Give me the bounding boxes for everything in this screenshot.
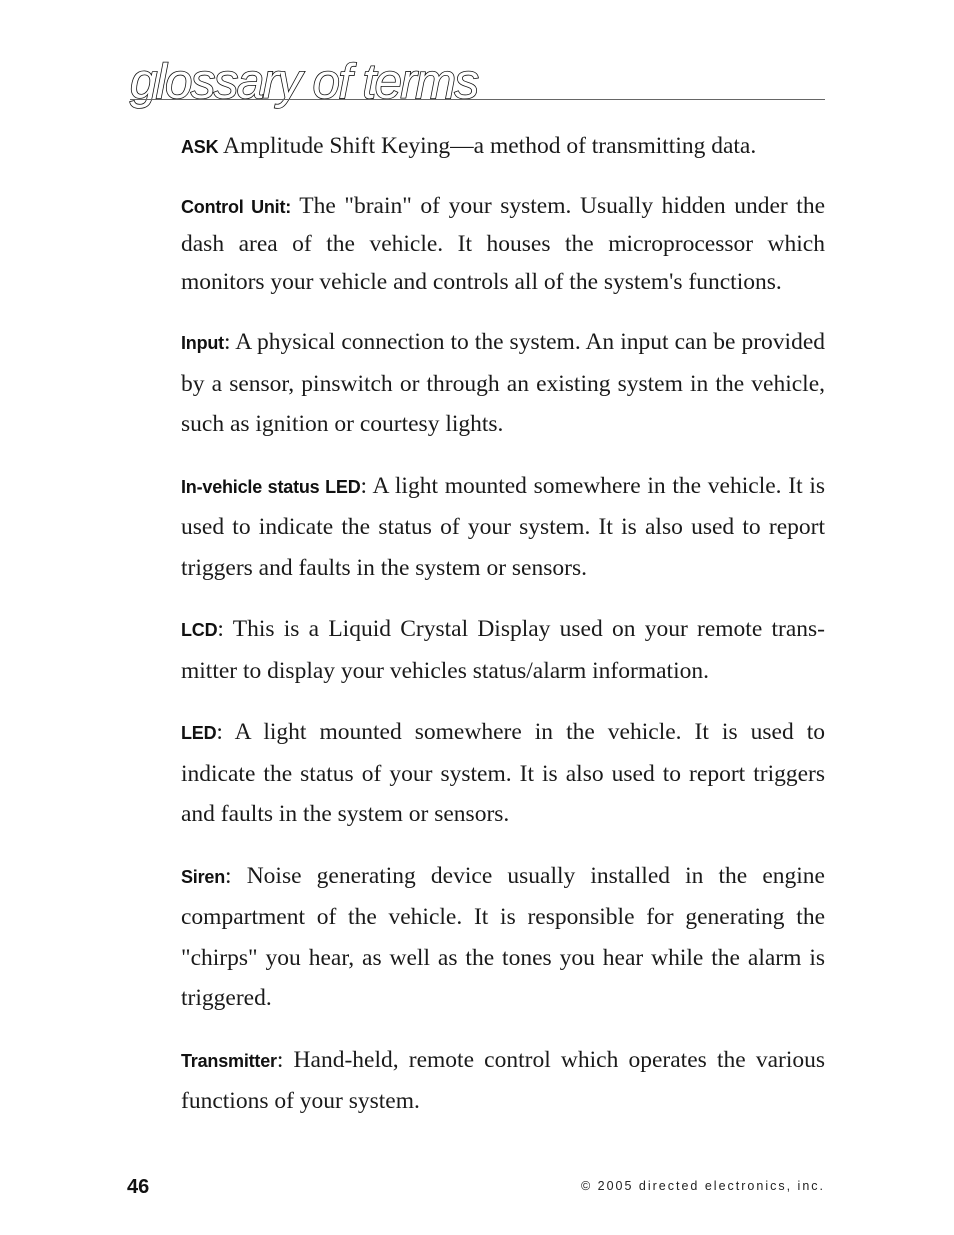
page-title: glossary of terms bbox=[130, 55, 478, 109]
glossary-term: Control Unit: bbox=[181, 196, 292, 217]
term-separator: : bbox=[223, 329, 236, 355]
glossary-definition: The "brain" of your system. Usually hidden under the dash area of the vehicle. It houses the microprocessor which monitors your vehicle and controls all of the system's functions. bbox=[181, 192, 826, 295]
title-rule bbox=[130, 99, 825, 100]
glossary-list bbox=[181, 128, 825, 1122]
term-separator: : bbox=[360, 472, 373, 499]
term-separator: : bbox=[276, 1046, 294, 1073]
glossary-term: LED bbox=[181, 723, 217, 743]
glossary-term: LCD bbox=[181, 620, 218, 640]
glossary-entry-transmitter bbox=[181, 1040, 825, 1122]
glossary-definition: Hand-held, remote control which operates the various functions of your system. bbox=[181, 1046, 826, 1114]
glossary-term: ASK bbox=[181, 137, 219, 157]
copyright-notice: © 2005 directed electronics, inc. bbox=[580, 1179, 825, 1193]
glossary-entry-lcd bbox=[181, 609, 825, 691]
term-separator: : bbox=[225, 862, 247, 889]
glossary-definition: A light mounted somewhere in the vehicle. It is used to indicate the status of your system. It is also used to report triggers and faults in the system or sensors. bbox=[181, 719, 826, 827]
glossary-entry-led bbox=[181, 712, 825, 835]
glossary-definition: Amplitude Shift Keying—a method of transmitting data. bbox=[223, 133, 757, 159]
term-separator: : bbox=[216, 719, 235, 745]
glossary-definition: This is a Liquid Crystal Display used on your remote transmitter to display your vehicles status/alarm information. bbox=[181, 616, 825, 684]
glossary-definition: A physical connection to the system. An input can be provided by a sensor, pinswitch or through an existing system in the vehicle, such as ignition or courtesy lights. bbox=[181, 329, 825, 437]
glossary-entry-in-vehicle-status-led bbox=[181, 466, 825, 589]
glossary-entry-siren bbox=[181, 856, 825, 1019]
glossary-term: Transmitter bbox=[181, 1050, 277, 1071]
glossary-term: Input bbox=[181, 333, 224, 353]
glossary-definition: Noise generating device usually installed in the engine compartment of the vehicle. It is responsible for generating the "chirps" you hear, as well as the tones you hear while the alarm is triggered. bbox=[181, 862, 825, 1011]
glossary-entry-input bbox=[181, 322, 825, 445]
term-separator: : bbox=[217, 616, 233, 642]
page-number: 46 bbox=[127, 1176, 150, 1198]
glossary-entry-control-unit bbox=[181, 188, 825, 302]
glossary-term: Siren bbox=[181, 866, 226, 887]
glossary-term: In-vehicle status LED bbox=[181, 476, 361, 497]
glossary-definition: A light mounted somewhere in the vehicle. It is used to indicate the status of your system. It is also used to report triggers and faults in the system or sensors. bbox=[181, 472, 825, 581]
glossary-entry-ask bbox=[181, 128, 825, 167]
